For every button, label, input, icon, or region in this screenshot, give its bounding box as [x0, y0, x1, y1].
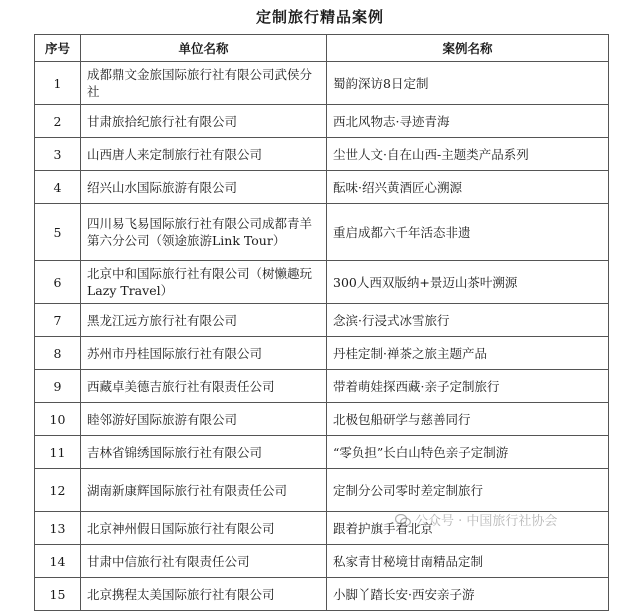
- table-row: [35, 545, 609, 578]
- unit-name: 北京携程太美国际旅行社有限公司: [81, 578, 327, 611]
- unit-name: 四川易飞易国际旅行社有限公司成都青羊第六分公司（领途旅游Link Tour）: [81, 204, 327, 261]
- table-row: [35, 171, 609, 204]
- case-name: 念滨·行浸式冰雪旅行: [327, 304, 609, 337]
- row-number: 14: [35, 545, 81, 578]
- case-name: 小脚丫踏长安·西安亲子游: [327, 578, 609, 611]
- wechat-icon: [395, 514, 411, 527]
- unit-name: 睦邻游好国际旅游有限公司: [81, 403, 327, 436]
- row-number: 12: [35, 469, 81, 512]
- table-row: [35, 62, 609, 105]
- unit-name: 黑龙江远方旅行社有限公司: [81, 304, 327, 337]
- table-row: [35, 105, 609, 138]
- case-name: 带着萌娃探西藏·亲子定制旅行: [327, 370, 609, 403]
- table-row: [35, 337, 609, 370]
- table-row: [35, 403, 609, 436]
- table-row: [35, 138, 609, 171]
- row-number: 4: [35, 171, 81, 204]
- table-row: [35, 436, 609, 469]
- watermark: [395, 510, 557, 529]
- row-number: 10: [35, 403, 81, 436]
- case-name: 定制分公司零时差定制旅行: [327, 469, 609, 512]
- table-row: [35, 304, 609, 337]
- case-name: 跟着护旗手看北京: [327, 512, 609, 545]
- unit-name: 北京中和国际旅行社有限公司（树懒趣玩 Lazy Travel）: [81, 261, 327, 304]
- table-header-row: [35, 35, 609, 62]
- case-name: 蜀韵深访8日定制: [327, 62, 609, 105]
- unit-name: 苏州市丹桂国际旅行社有限公司: [81, 337, 327, 370]
- unit-name: 成都鼎文金旅国际旅行社有限公司武侯分社: [81, 62, 327, 105]
- table-row: [35, 370, 609, 403]
- unit-name: 西藏卓美德吉旅行社有限责任公司: [81, 370, 327, 403]
- case-name: 酝味·绍兴黄酒匠心溯源: [327, 171, 609, 204]
- header-case: 案例名称: [327, 35, 609, 62]
- unit-name: 绍兴山水国际旅游有限公司: [81, 171, 327, 204]
- unit-name: 北京神州假日国际旅行社有限公司: [81, 512, 327, 545]
- row-number: 1: [35, 62, 81, 105]
- watermark-text: 公众号 · 中国旅行社协会: [415, 514, 558, 529]
- page-title: 定制旅行精品案例: [255, 8, 384, 26]
- case-name: 西北风物志·寻迹青海: [327, 105, 609, 138]
- row-number: 2: [35, 105, 81, 138]
- header-no: 序号: [35, 35, 81, 62]
- row-number: 3: [35, 138, 81, 171]
- case-name: “零负担”长白山特色亲子定制游: [327, 436, 609, 469]
- row-number: 13: [35, 512, 81, 545]
- case-name: 丹桂定制·禅茶之旅主题产品: [327, 337, 609, 370]
- header-unit: 单位名称: [81, 35, 327, 62]
- row-number: 11: [35, 436, 81, 469]
- row-number: 7: [35, 304, 81, 337]
- unit-name: 湖南新康辉国际旅行社有限责任公司: [81, 469, 327, 512]
- row-number: 5: [35, 204, 81, 261]
- table-row: [35, 204, 609, 261]
- table-row: [35, 261, 609, 304]
- row-number: 6: [35, 261, 81, 304]
- row-number: 8: [35, 337, 81, 370]
- case-name: 尘世人文·自在山西-主题类产品系列: [327, 138, 609, 171]
- case-name: 重启成都六千年活态非遗: [327, 204, 609, 261]
- unit-name: 甘肃旅拾纪旅行社有限公司: [81, 105, 327, 138]
- table-row: [35, 469, 609, 512]
- row-number: 15: [35, 578, 81, 611]
- row-number: 9: [35, 370, 81, 403]
- unit-name: 山西唐人来定制旅行社有限公司: [81, 138, 327, 171]
- unit-name: 吉林省锦绣国际旅行社有限公司: [81, 436, 327, 469]
- case-name: 北极包船研学与慈善同行: [327, 403, 609, 436]
- case-name: 300人西双版纳+景迈山茶叶溯源: [327, 261, 609, 304]
- unit-name: 甘肃中信旅行社有限责任公司: [81, 545, 327, 578]
- case-name: 私家青甘秘境甘南精品定制: [327, 545, 609, 578]
- table-row: [35, 578, 609, 611]
